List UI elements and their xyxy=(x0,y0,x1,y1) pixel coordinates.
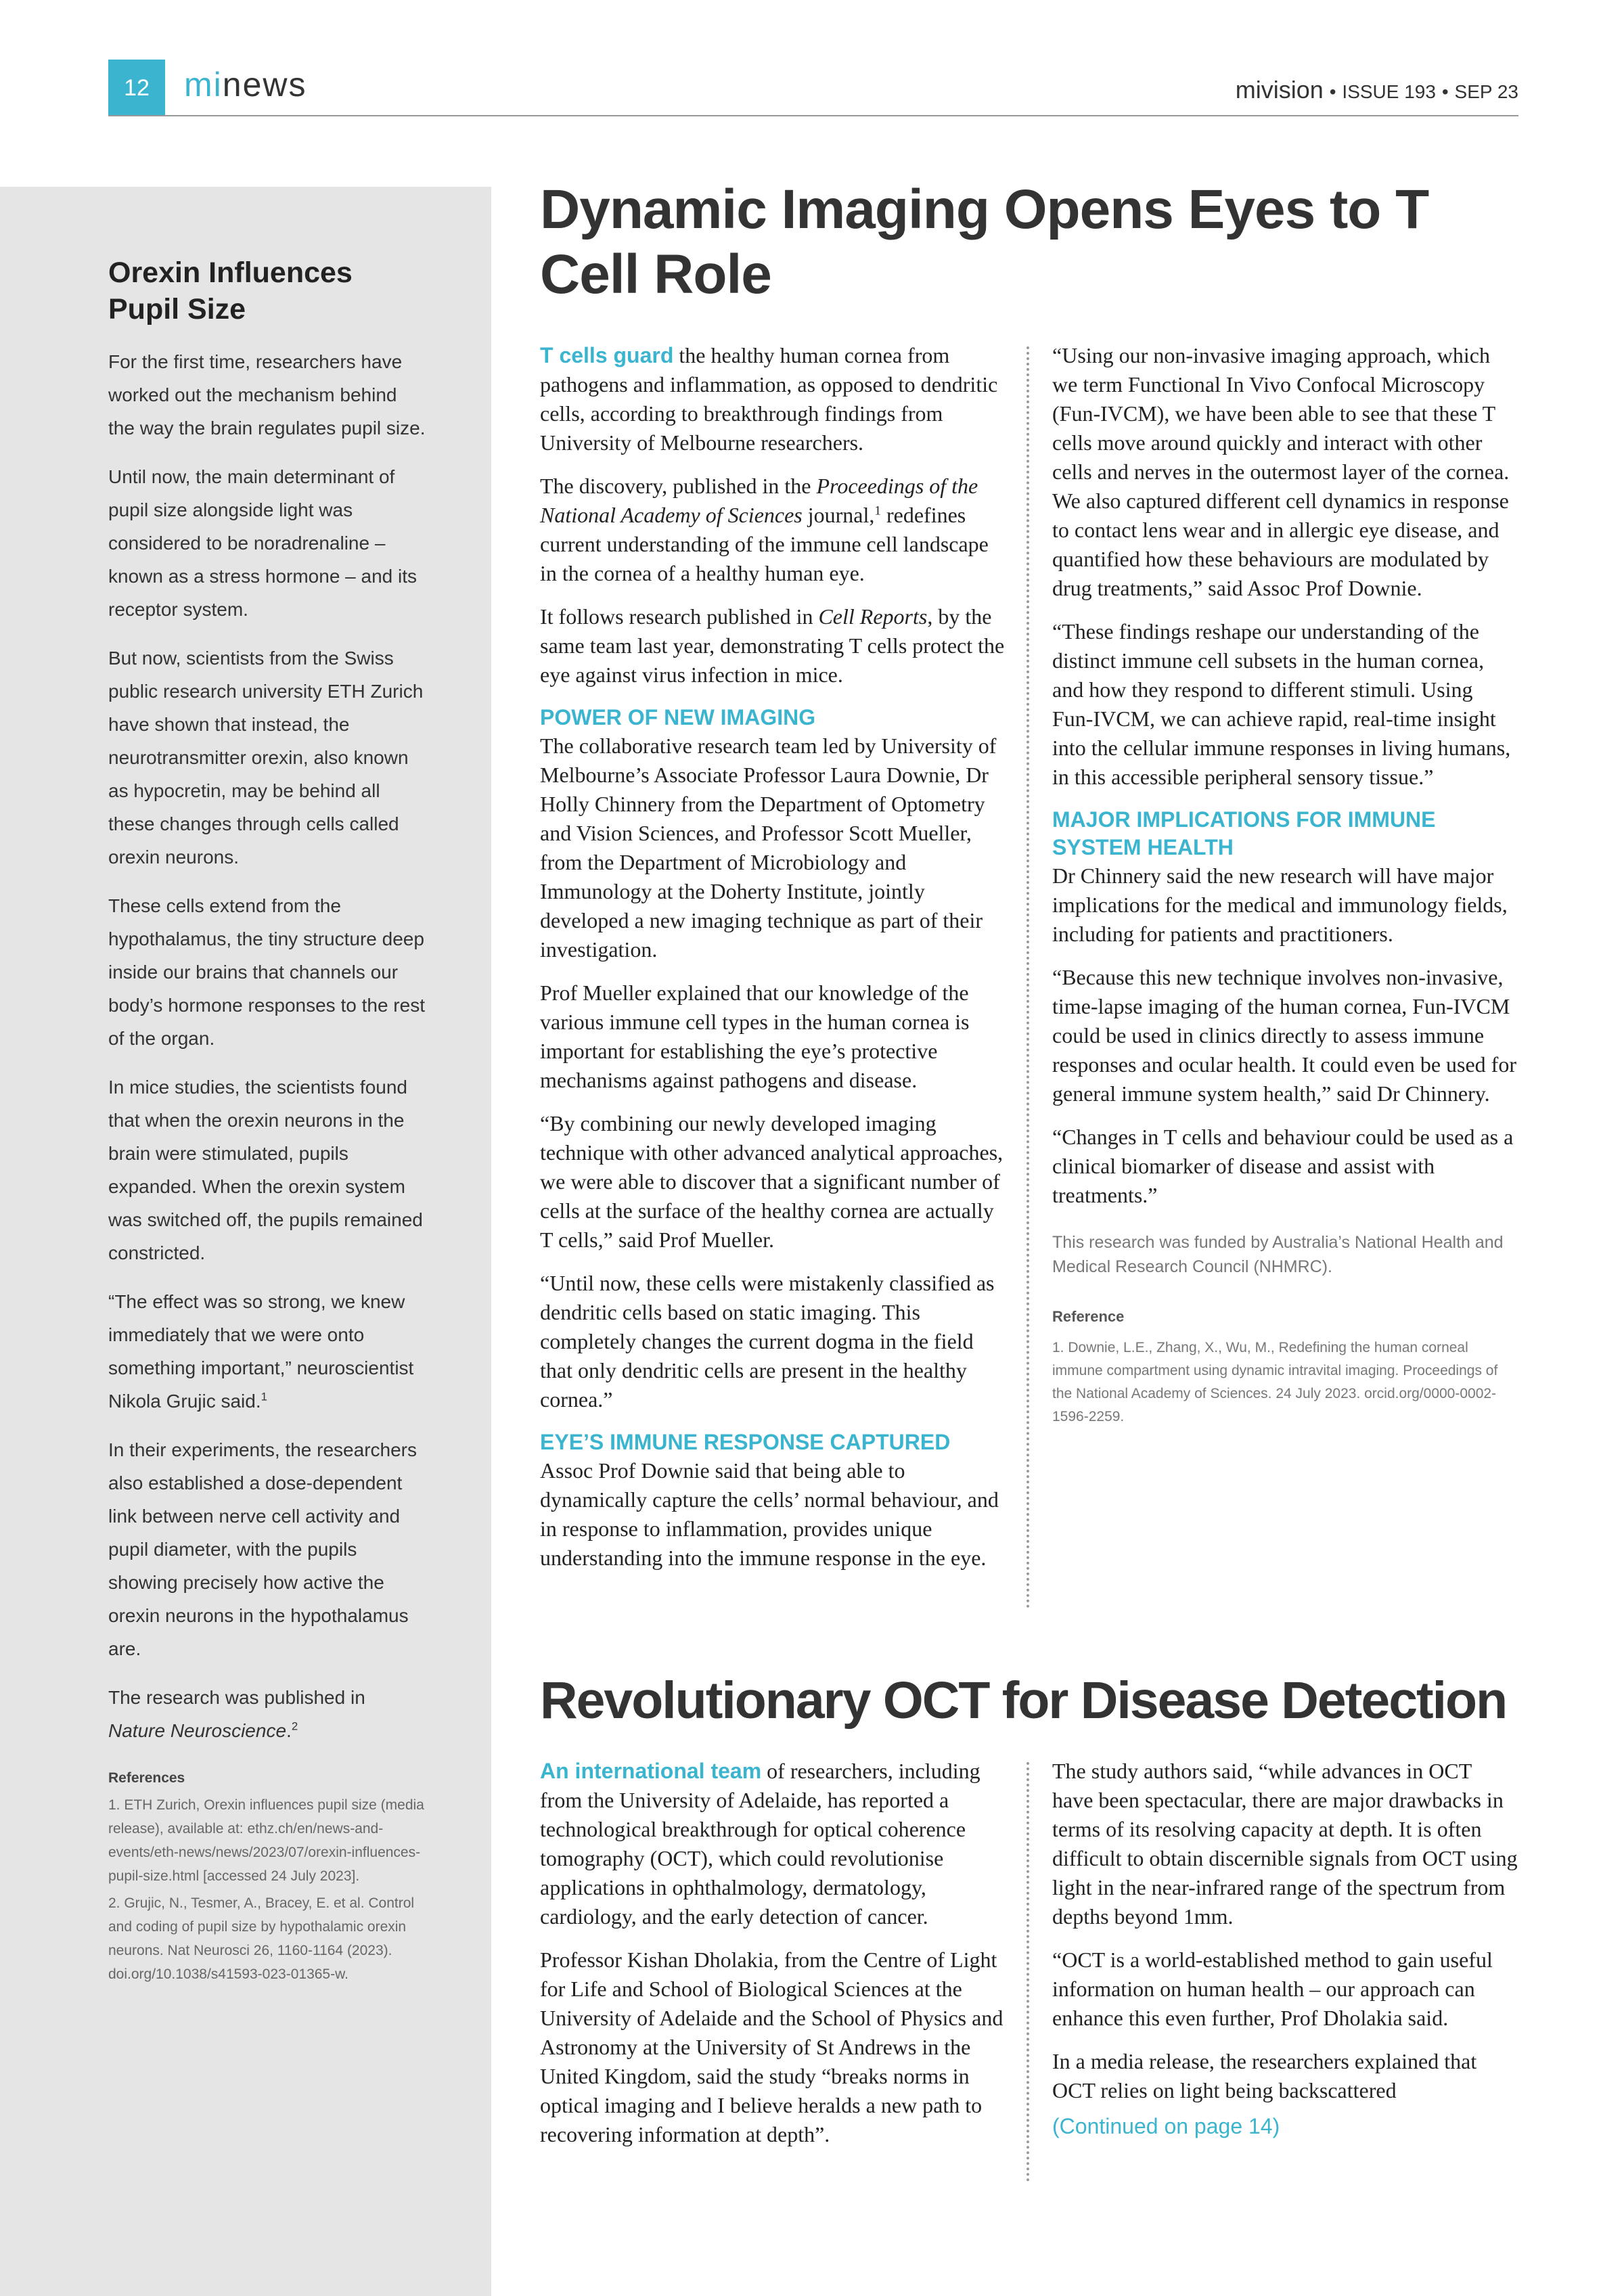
article-paragraph: “Changes in T cells and behaviour could be used as a clinical biomarker of disease and assist with treatments.” xyxy=(1052,1125,1514,1207)
issue-number: ISSUE 193 xyxy=(1342,81,1436,102)
sidebar-paragraph: In their experiments, the researchers also established a dose-dependent link between nerve cell activity and pupil diameter, with the pupils showing precisely how active the orexin neurons in the hypothalamus are. xyxy=(108,1439,417,1659)
subheading: POWER OF NEW IMAGING xyxy=(540,705,816,729)
reference-item: 1. ETH Zurich, Orexin influences pupil size (media release), available at: ethz.ch/en/news-and-events/eth-news/news/2023/07/orexin-influences-pupil-size.html [accessed 24 July 2023]. xyxy=(108,1797,424,1884)
subheading: MAJOR IMPLICATIONS FOR IMMUNE SYSTEM HEALTH xyxy=(1052,807,1436,859)
section-suffix: news xyxy=(222,66,307,104)
article-paragraph: “Until now, these cells were mistakenly classified as dendritic cells based on static imaging. This completely changes the current dogma in the field that only dendritic cells are present in the healthy cornea.” xyxy=(540,1271,995,1412)
text-run: The discovery, published in the xyxy=(540,474,817,498)
footnote-marker: 2 xyxy=(291,1719,298,1733)
lead-in: T cells guard xyxy=(540,343,674,367)
section-name xyxy=(184,65,307,104)
article-paragraph: Assoc Prof Downie said that being able to dynamically capture the cells’ normal behaviour, and in response to inflammation, provides unique understanding into the immune response in the eye. xyxy=(540,1458,999,1570)
text-run: , by the same team last year, demonstrating T cells protect the eye against virus infection in mice. xyxy=(540,604,1005,687)
column-divider xyxy=(1027,1762,1029,2182)
sidebar-paragraph xyxy=(108,1285,426,1418)
article-paragraph: “OCT is a world-established method to gain useful information on human health – our approach can enhance this even further, Prof Dholakia said. xyxy=(1052,1948,1493,2030)
reference-heading: Reference xyxy=(1052,1308,1125,1325)
footnote-marker: 1 xyxy=(261,1390,267,1403)
article-title: Revolutionary OCT for Disease Detection xyxy=(540,1671,1507,1730)
article-paragraph: In a media release, the researchers explained that OCT relies on light being backscattered xyxy=(1052,2049,1477,2102)
reference-item: 2. Grujic, N., Tesmer, A., Bracey, E. et al. Control and coding of pupil size by hypothalamic orexin neurons. Nat Neurosci 26, 1160-1164 (2023). doi.org/10.1038/s41593-023-01365-w. xyxy=(108,1895,415,1982)
article-column-right xyxy=(1052,1757,1518,2141)
text-run: . xyxy=(286,1720,292,1741)
journal-name: Nature Neuroscience xyxy=(108,1720,287,1741)
sidebar-paragraph: These cells extend from the hypothalamus, the tiny structure deep inside our brains that channels our body’s hormone responses to the rest of the organ. xyxy=(108,895,425,1049)
header-divider xyxy=(108,115,1518,116)
sidebar-paragraph: Until now, the main determinant of pupil size alongside light was considered to be noradrenaline – known as a stress hormone – and its receptor system. xyxy=(108,466,418,620)
text-run: It follows research published in xyxy=(540,604,819,629)
text-run: the healthy human cornea from pathogens and inflammation, as opposed to dendritic cells, according to breakthrough findings from University of Melbourne researchers. xyxy=(540,343,998,455)
sidebar-paragraph: In mice studies, the scientists found that when the orexin neurons in the brain were stimulated, pupils expanded. When the orexin system was switched off, the pupils remained constricted. xyxy=(108,1077,423,1263)
sidebar xyxy=(0,187,491,2296)
article-title: Dynamic Imaging Opens Eyes to T Cell Role xyxy=(540,179,1429,305)
article-paragraph xyxy=(540,341,1006,457)
sidebar-article xyxy=(108,254,426,1989)
text-run: of researchers, including from the University of Adelaide, has reported a technological breakthrough for optical coherence tomography (OCT), which could revolutionise applications in ophthalmology, dermatology, cardiology, and the early detection of cancer. xyxy=(540,1759,980,1929)
sidebar-paragraph: For the first time, researchers have worked out the mechanism behind the way the brain regulates pupil size. xyxy=(108,351,426,438)
funding-note: This research was funded by Australia’s National Health and Medical Research Council (NHMRC). xyxy=(1052,1233,1504,1276)
magazine-name: mivision xyxy=(1235,76,1324,104)
references-heading: References xyxy=(108,1770,185,1786)
article-paragraph xyxy=(540,1757,1006,1931)
journal-name: Cell Reports xyxy=(818,604,928,629)
article-paragraph: “By combining our newly developed imaging technique with other advanced analytical approaches, we were able to discover that a significant number of cells at the surface of the healthy cornea are actually T cells,” said Prof Mueller. xyxy=(540,1111,1003,1252)
article-paragraph: Professor Kishan Dholakia, from the Centre of Light for Life and School of Biological Sciences at the University of Adelaide and the School of Physics and Astronomy at the University of St Andrews in the United Kingdom, said the study “breaks norms in optical imaging and I believe heralds a new path to recovering information at depth”. xyxy=(540,1948,1003,2146)
article-column-left xyxy=(540,1757,1006,2163)
article-column-left xyxy=(540,341,1006,1587)
continued-link[interactable]: (Continued on page 14) xyxy=(1052,2114,1280,2138)
article-paragraph: “These findings reshape our understanding of the distinct immune cell subsets in the human cornea, and how they respond to different stimuli. Using Fun-IVCM, we can achieve rapid, real-time insight into the cellular immune responses in living humans, in this accessible peripheral sensory tissue.” xyxy=(1052,619,1511,789)
issue-info xyxy=(1236,76,1518,104)
article-paragraph: Dr Chinnery said the new research will have major implications for the medical and immunology fields, including for patients and practitioners. xyxy=(1052,863,1508,946)
article-paragraph: “Because this new technique involves non-invasive, time-lapse imaging of the human cornea, Fun-IVCM could be used in clinics directly to assess immune responses and ocular health. It could even be used for general immune system health,” said Dr Chinnery. xyxy=(1052,965,1516,1106)
issue-date: SEP 23 xyxy=(1454,81,1518,102)
article-paragraph xyxy=(540,602,1006,690)
lead-in: An international team xyxy=(540,1759,762,1783)
page-number: 12 xyxy=(108,60,165,116)
text-run: The research was published in xyxy=(108,1687,365,1708)
section-prefix: mi xyxy=(184,66,223,104)
reference-item: 1. Downie, L.E., Zhang, X., Wu, M., Redefining the human corneal immune compartment using dynamic intravital imaging. Proceedings of the National Academy of Sciences. 24 July 2023. orcid.org/0000-0002-1596-2259. xyxy=(1052,1340,1498,1424)
column-divider xyxy=(1027,346,1029,1609)
footnote-marker: 1 xyxy=(874,503,881,518)
article-paragraph xyxy=(540,472,1006,588)
text-run: redefines current understanding of the immune cell landscape in the cornea of a healthy human eye. xyxy=(540,503,989,585)
quote-text: “The effect was so strong, we knew immediately that we were onto something important,” neuroscientist Nikola Grujic said. xyxy=(108,1291,414,1412)
sidebar-paragraph xyxy=(108,1681,426,1747)
header-bullet: • xyxy=(1329,81,1336,102)
article-paragraph: “Using our non-invasive imaging approach, which we term Functional In Vivo Confocal Microscopy (Fun-IVCM), we have been able to see that these T cells move around quickly and interact with other cells and nerves in the outermost layer of the cornea. We also captured different cell dynamics in response to contact lens wear and in allergic eye disease, and quantified how these behaviours are modulated by drug treatments,” said Assoc Prof Downie. xyxy=(1052,343,1510,600)
subheading: EYE’S IMMUNE RESPONSE CAPTURED xyxy=(540,1430,951,1454)
text-run: journal, xyxy=(802,503,875,527)
journal-name: Proceedings of the National Academy of Sciences xyxy=(540,474,978,527)
article-paragraph: Prof Mueller explained that our knowledge of the various immune cell types in the human cornea is important for establishing the eye’s protective mechanisms against pathogens and disease. xyxy=(540,981,970,1092)
article-paragraph: The study authors said, “while advances in OCT have been spectacular, there are major drawbacks in terms of its resolving capacity at depth. It is often difficult to obtain discernible signals from OCT using light in the near-infrared range of the spectrum from depths beyond 1mm. xyxy=(1052,1759,1518,1929)
header-bullet: • xyxy=(1441,81,1449,102)
article-column-right xyxy=(1052,341,1518,1428)
sidebar-paragraph: But now, scientists from the Swiss public research university ETH Zurich have shown that instead, the neurotransmitter orexin, also known as hypocretin, may be behind all these changes through cells called orexin neurons. xyxy=(108,648,424,868)
article-paragraph: The collaborative research team led by University of Melbourne’s Associate Professor Laura Downie, Dr Holly Chinnery from the Department of Optometry and Vision Sciences, and Professor Scott Mueller, from the Department of Microbiology and Immunology at the Doherty Institute, jointly developed a new imaging technique as part of their investigation. xyxy=(540,734,997,962)
sidebar-title: Orexin Influences Pupil Size xyxy=(108,256,353,325)
